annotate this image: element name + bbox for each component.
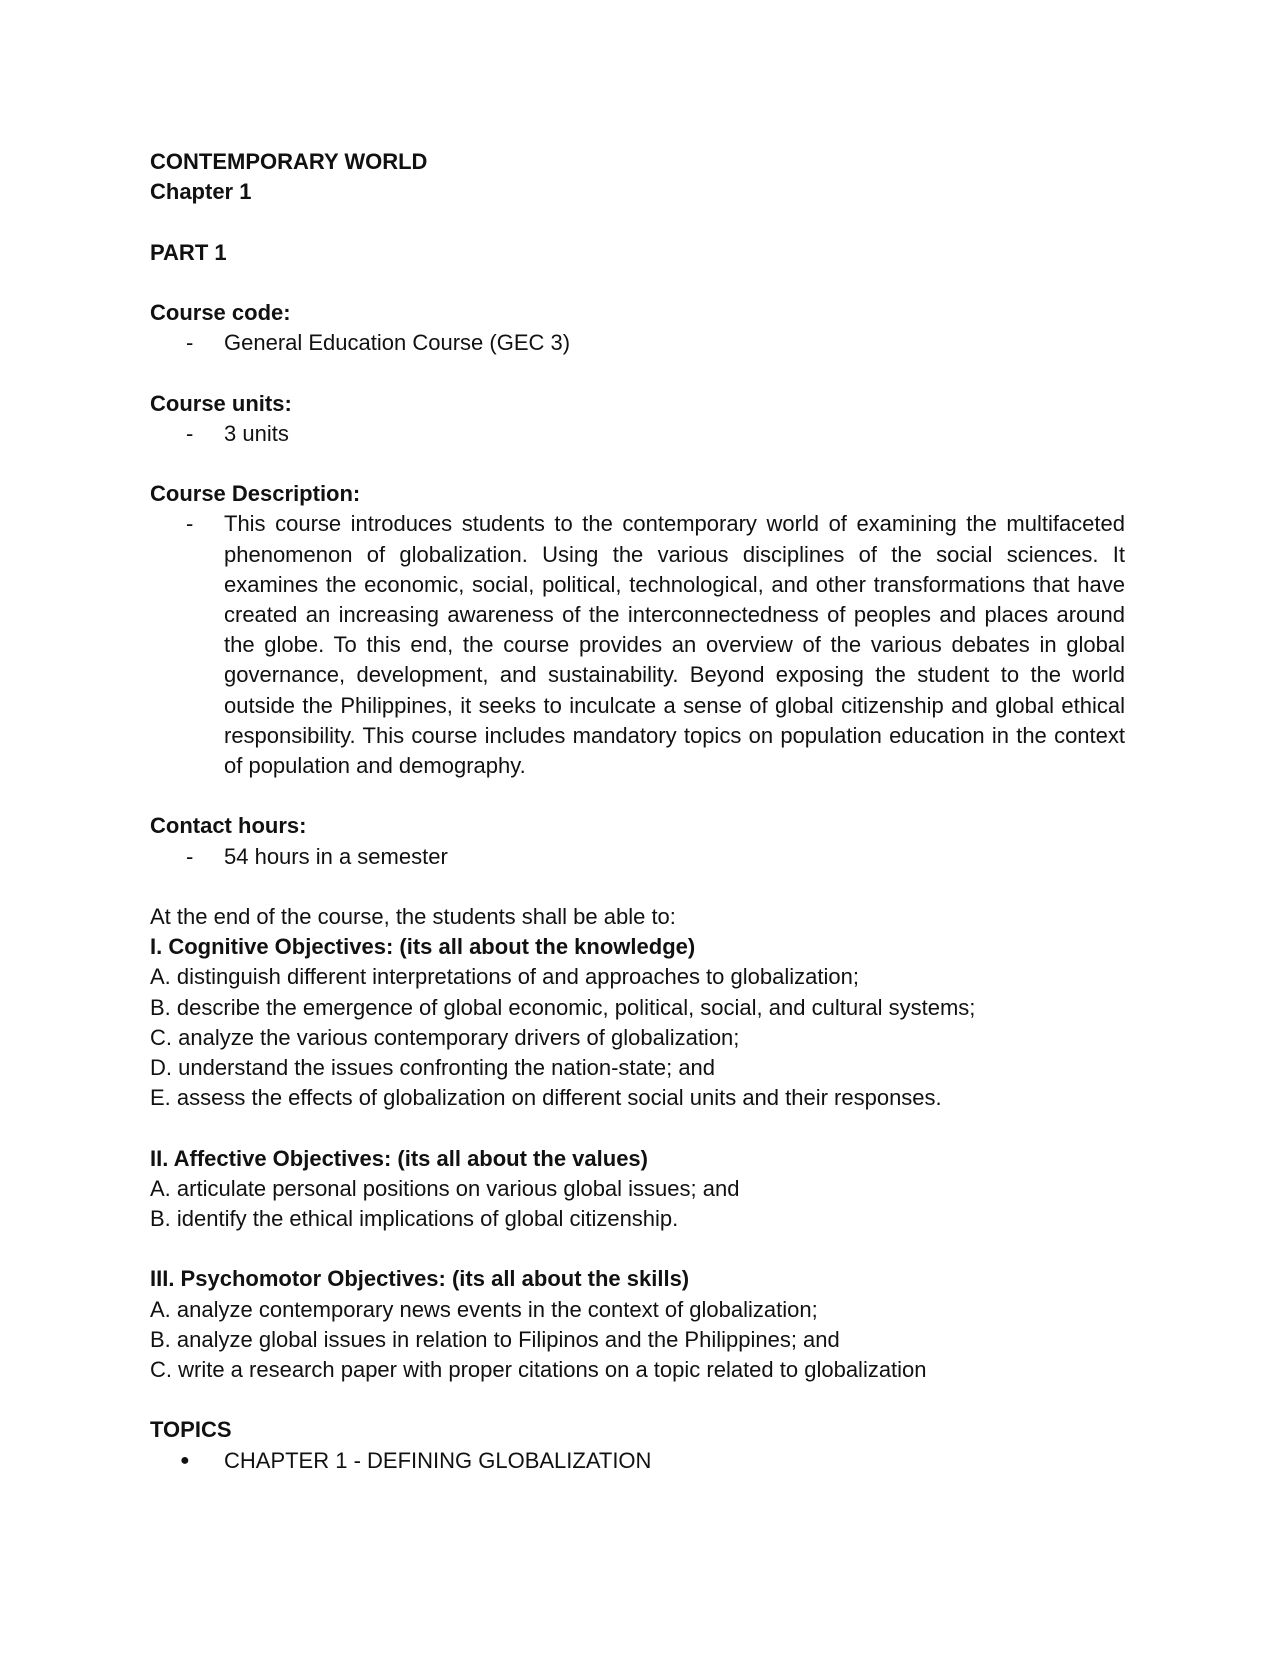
- psychomotor-item-a: A. analyze contemporary news events in the context of globalization;: [150, 1296, 818, 1322]
- topic-item: [150, 1446, 1125, 1476]
- contact-hours-value: 54 hours in a semester: [224, 843, 448, 869]
- spacer: [150, 1234, 1125, 1264]
- psychomotor-item-c: C. write a research paper with proper citations on a topic related to globalization: [150, 1357, 927, 1382]
- cognitive-item-c: C. analyze the various contemporary drivers of globalization;: [150, 1024, 740, 1050]
- spacer: [150, 781, 1125, 811]
- affective-heading: II. Affective Objectives: (its all about the values): [150, 1145, 648, 1171]
- contact-hours-label: Contact hours:: [150, 813, 307, 839]
- spacer: [150, 358, 1125, 388]
- psychomotor-heading: III. Psychomotor Objectives: (its all about the skills): [150, 1266, 690, 1292]
- course-code-value: General Education Course (GEC 3): [224, 330, 571, 356]
- cognitive-item-a: A. distinguish different interpretations of and approaches to globalization;: [150, 964, 859, 990]
- document-page: [150, 147, 1125, 1476]
- affective-item-a: A. articulate personal positions on various global issues; and: [150, 1175, 740, 1201]
- topics-heading: TOPICS: [150, 1417, 232, 1443]
- course-units-item: [150, 419, 1125, 449]
- cognitive-item-b: B. describe the emergence of global economic, political, social, and cultural systems;: [150, 994, 976, 1020]
- cognitive-heading: I. Cognitive Objectives: (its all about the knowledge): [150, 934, 696, 960]
- cognitive-item-d: D. understand the issues confronting the nation-state; and: [150, 1055, 716, 1080]
- document-title: CONTEMPORARY WORLD: [150, 149, 428, 174]
- bullet-icon: ●: [180, 1451, 190, 1469]
- spacer: [150, 268, 1125, 298]
- part-heading: PART 1: [150, 239, 227, 265]
- dash-marker: -: [186, 420, 194, 446]
- spacer: [150, 449, 1125, 479]
- course-description-item: [150, 509, 1125, 781]
- course-description-label: Course Description:: [150, 481, 361, 507]
- course-units-value: 3 units: [224, 420, 289, 446]
- spacer: [150, 872, 1125, 902]
- cognitive-item-e: E. assess the effects of globalization on different social units and their responses.: [150, 1085, 942, 1111]
- course-code-item: [150, 328, 1125, 358]
- topic-item-text: CHAPTER 1 - DEFINING GLOBALIZATION: [224, 1447, 652, 1473]
- course-code-label: Course code:: [150, 299, 291, 325]
- course-units-label: Course units:: [150, 390, 292, 416]
- dash-marker: -: [186, 330, 194, 356]
- affective-item-b: B. identify the ethical implications of global citizenship.: [150, 1206, 679, 1231]
- contact-hours-item: [150, 842, 1125, 872]
- spacer: [150, 207, 1125, 237]
- objectives-intro: At the end of the course, the students shall be able to:: [150, 903, 676, 929]
- psychomotor-item-b: B. analyze global issues in relation to Filipinos and the Philippines; and: [150, 1326, 840, 1352]
- chapter-heading: Chapter 1: [150, 179, 252, 205]
- dash-marker: -: [186, 843, 194, 869]
- spacer: [150, 1113, 1125, 1143]
- course-description-text: This course introduces students to the contemporary world of examining the multifaceted phenomenon of globalization. Using the various disciplines of the social sciences. It examines the economic, social, political, technological, and other transformations that have created an increasing awareness of the interconnectedness of peoples and places around the globe. To this end, the course provides an overview of the various debates in global governance, development, and sustainability. Beyond exposing the student to the world outside the Philippines, it seeks to inculcate a sense of global citizenship and global ethical responsibility. This course includes mandatory topics on population education in the context of population and demography.: [224, 511, 1125, 778]
- dash-marker: -: [186, 511, 194, 537]
- spacer: [150, 1385, 1125, 1415]
